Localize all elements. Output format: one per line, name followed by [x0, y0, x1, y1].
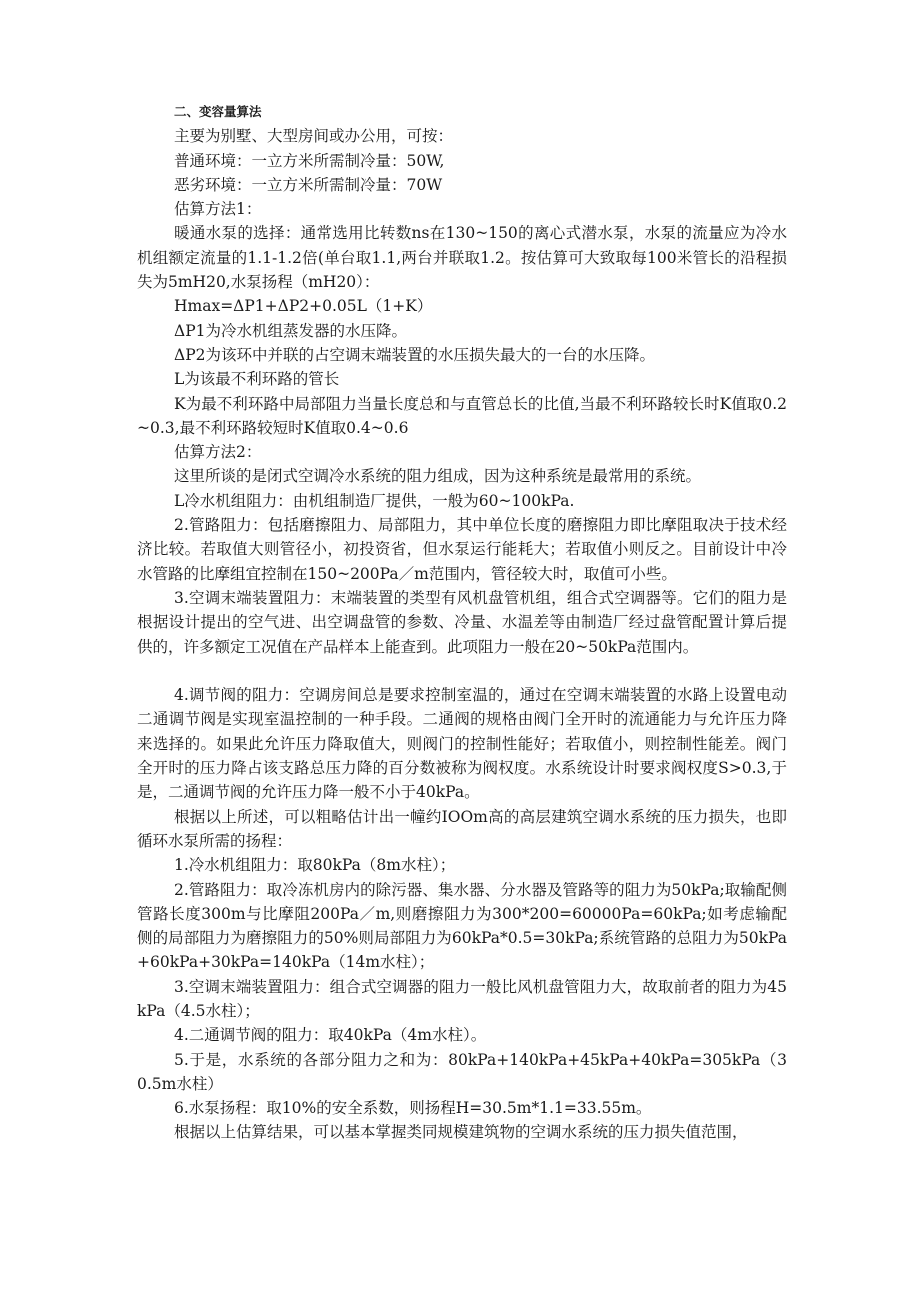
paragraph-estimate-5: 5.于是，水系统的各部分阻力之和为：80kPa+140kPa+45kPa+40kPa=305kPa（30.5m水柱） [137, 1050, 787, 1093]
paragraph-estimate-4: 4.二通调节阀的阻力：取40kPa（4m水柱）。 [174, 1026, 487, 1045]
paragraph-conclusion: 根据以上估算结果，可以基本掌握类同规模建筑物的空调水系统的压力损失值范围， [174, 1123, 748, 1142]
paragraph-estimate-intro: 根据以上所述，可以粗略估计出一幢约IOOm高的高层建筑空调水系统的压力损失，也即循环水泵所需的扬程： [137, 807, 787, 850]
paragraph-chiller-resistance: L冷水机组阻力：由机组制造厂提供，一般为60~100kPa. [174, 491, 575, 510]
document-body [137, 100, 787, 1145]
paragraph-method-1-title: 估算方法1： [174, 200, 262, 219]
paragraph-terminal-resistance: 3.空调末端装置阻力：末端装置的类型有风机盘管机组，组合式空调器等。它们的阻力是根据设计提出的空气进、出空调盘管的参数、冷量、水温差等由制造厂经过盘管配置计算后提供的，许多额定工况值在产品样本上能查到。此项阻力一般在20~50kPa范围内。 [137, 588, 787, 656]
paragraph-dp2: ΔP2为该环中并联的占空调末端装置的水压损失最大的一台的水压降。 [174, 345, 655, 364]
paragraph-pump-selection: 暖通水泵的选择：通常选用比转数ns在130~150的离心式潜水泵，水泵的流量应为冷水机组额定流量的1.1-1.2倍(单台取1.1,两台并联取1.2。按估算可大致取每100米管长的沿程损失为5mH20,水泵扬程（mH20）： [137, 224, 787, 292]
paragraph-estimate-2: 2.管路阻力：取冷冻机房内的除污器、集水器、分水器及管路等的阻力为50kPa;取输配侧管路长度300m与比摩阻200Pa／m,则磨擦阻力为300*200=60000Pa=60kPa;如考虑输配侧的局部阻力为磨擦阻力的50%则局部阻力为60kPa*0.5=30kPa;系统管路的总阻力为50kPa+60kPa+30kPa=140kPa（14m水柱）； [137, 880, 787, 972]
paragraph-method-2-title: 估算方法2： [174, 443, 262, 462]
blank-line [137, 659, 787, 683]
paragraph-l: L为该最不利环路的管长 [174, 370, 340, 389]
paragraph-estimate-3: 3.空调末端装置阻力：组合式空调器的阻力一般比风机盘管阻力大，故取前者的阻力为45kPa（4.5水柱）； [137, 977, 787, 1020]
paragraph-estimate-1: 1.冷水机组阻力：取80kPa（8m水柱）； [174, 856, 456, 875]
paragraph-estimate-6: 6.水泵扬程：取10%的安全系数，则扬程H=30.5m*1.1=33.55m。 [174, 1099, 652, 1118]
section-heading: 二、变容量算法 [174, 104, 262, 119]
paragraph-closed-system: 这里所谈的是闭式空调冷水系统的阻力组成，因为这种系统是最常用的系统。 [174, 467, 702, 486]
paragraph-harsh-environment: 恶劣环境：一立方米所需制冷量：70W [174, 175, 443, 194]
paragraph-intro: 主要为别墅、大型房间或办公用，可按： [174, 127, 454, 146]
paragraph-normal-environment: 普通环境：一立方米所需制冷量：50W, [174, 151, 445, 170]
paragraph-formula: Hmax=ΔP1+ΔP2+0.05L（1+K） [174, 297, 433, 316]
paragraph-pipe-resistance: 2.管路阻力：包括磨擦阻力、局部阻力，其中单位长度的磨擦阻力即比摩阻取决于技术经济比较。若取值大则管径小，初投资省，但水泵运行能耗大；若取值小则反之。目前设计中冷水管路的比摩组宜控制在150~200Pa／m范围内，管径较大时，取值可小些。 [137, 516, 787, 583]
paragraph-k: K为最不利环路中局部阻力当量长度总和与直管总长的比值,当最不利环路较长时K值取0.2~0.3,最不利环路较短时K值取0.4~0.6 [137, 394, 787, 437]
paragraph-dp1: ΔP1为冷水机组蒸发器的水压降。 [174, 321, 407, 340]
paragraph-valve-resistance: 4.调节阀的阻力：空调房间总是要求控制室温的，通过在空调末端装置的水路上设置电动二通调节阀是实现室温控制的一种手段。二通阀的规格由阀门全开时的流通能力与允许压力降来选择的。如果此允许压力降取值大，则阀门的控制性能好；若取值小，则控制性能差。阀门全开时的压力降占该支路总压力降的百分数被称为阀权度。水系统设计时要求阀权度S>0.3,于是，二通调节阀的允许压力降一般不小于40kPa。 [137, 686, 787, 802]
